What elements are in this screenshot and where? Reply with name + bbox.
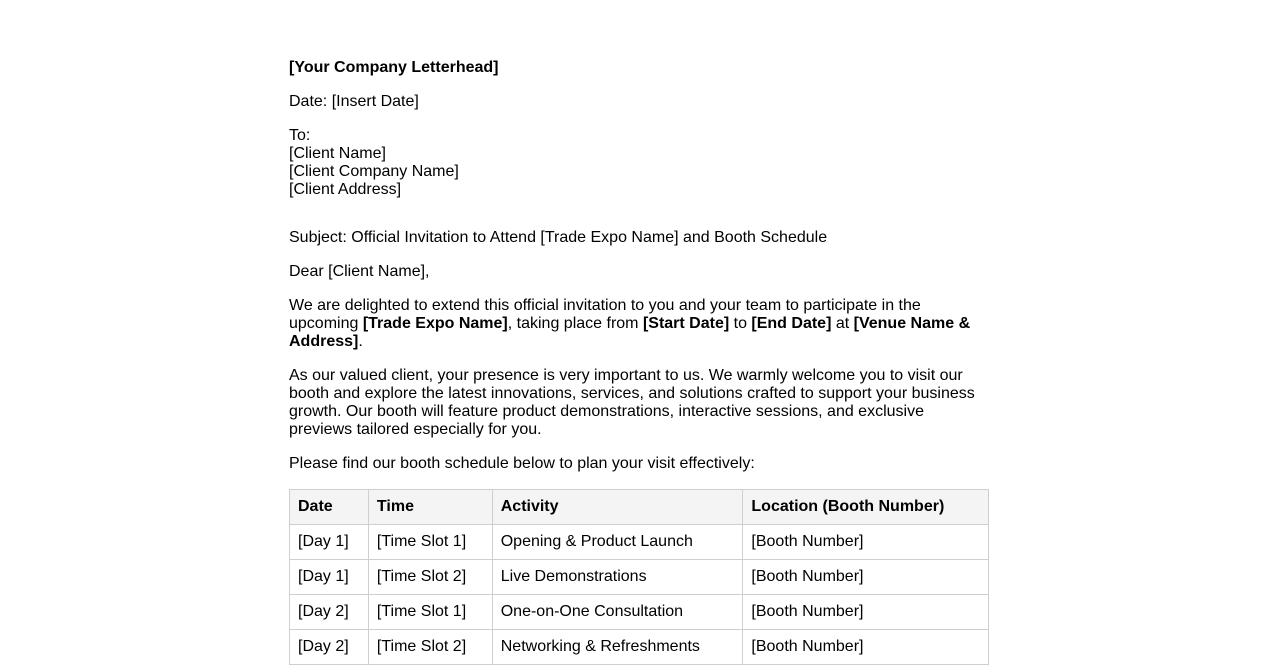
- table-row: [290, 630, 989, 665]
- para1-text-2: , taking place from: [507, 315, 643, 332]
- start-date: [Start Date]: [642, 315, 730, 332]
- header-date: Date: [290, 490, 369, 525]
- cell-time: [Time Slot 1]: [368, 595, 492, 630]
- cell-date: [Day 1]: [290, 560, 369, 595]
- cell-time: [Time Slot 2]: [368, 560, 492, 595]
- subject-line: Subject: Official Invitation to Attend [Trade Expo Name] and Booth Schedule: [289, 229, 828, 246]
- cell-date: [Day 2]: [290, 595, 369, 630]
- letterhead: [Your Company Letterhead]: [289, 59, 499, 76]
- cell-time: [Time Slot 2]: [368, 630, 492, 665]
- header-activity: Activity: [492, 490, 743, 525]
- cell-location: [Booth Number]: [743, 595, 989, 630]
- cell-location: [Booth Number]: [743, 630, 989, 665]
- expo-name: [Trade Expo Name]: [362, 315, 508, 332]
- cell-location: [Booth Number]: [743, 560, 989, 595]
- client-address: [Client Address]: [289, 181, 402, 198]
- invitation-paragraph: [289, 297, 989, 351]
- para1-text-4: at: [831, 315, 854, 332]
- table-row: [290, 525, 989, 560]
- date-line: Date: [Insert Date]: [289, 93, 419, 110]
- para1-text-5: .: [358, 333, 363, 350]
- cell-time: [Time Slot 1]: [368, 525, 492, 560]
- client-company: [Client Company Name]: [289, 163, 459, 180]
- cell-activity: One-on-One Consultation: [492, 595, 743, 630]
- cell-activity: Live Demonstrations: [492, 560, 743, 595]
- venue-name: [Venue Name & Address]: [289, 315, 971, 350]
- booth-schedule-table: [289, 489, 989, 665]
- end-date: [End Date]: [751, 315, 832, 332]
- client-name: [Client Name]: [289, 145, 386, 162]
- salutation: Dear [Client Name],: [289, 263, 430, 280]
- to-label: To:: [289, 127, 311, 144]
- table-row: [290, 560, 989, 595]
- para1-text-3: to: [729, 315, 752, 332]
- letter-document: [289, 59, 989, 665]
- recipient-address-block: [289, 127, 989, 199]
- cell-location: [Booth Number]: [743, 525, 989, 560]
- header-time: Time: [368, 490, 492, 525]
- table-header-row: [290, 490, 989, 525]
- welcome-paragraph: As our valued client, your presence is very important to us. We warmly welcome you to visit our booth and explore the latest innovations, services, and solutions crafted to support your business growth. Our booth will feature product demonstrations, interactive sessions, and exclusive previews tailored especially for you.: [289, 367, 975, 438]
- cell-date: [Day 1]: [290, 525, 369, 560]
- header-location: Location (Booth Number): [743, 490, 989, 525]
- cell-activity: Networking & Refreshments: [492, 630, 743, 665]
- cell-activity: Opening & Product Launch: [492, 525, 743, 560]
- table-row: [290, 595, 989, 630]
- para1-text-1: We are delighted to extend this official invitation to you and your team to participate in the upcoming: [289, 297, 921, 332]
- cell-date: [Day 2]: [290, 630, 369, 665]
- schedule-intro: Please find our booth schedule below to plan your visit effectively:: [289, 455, 755, 472]
